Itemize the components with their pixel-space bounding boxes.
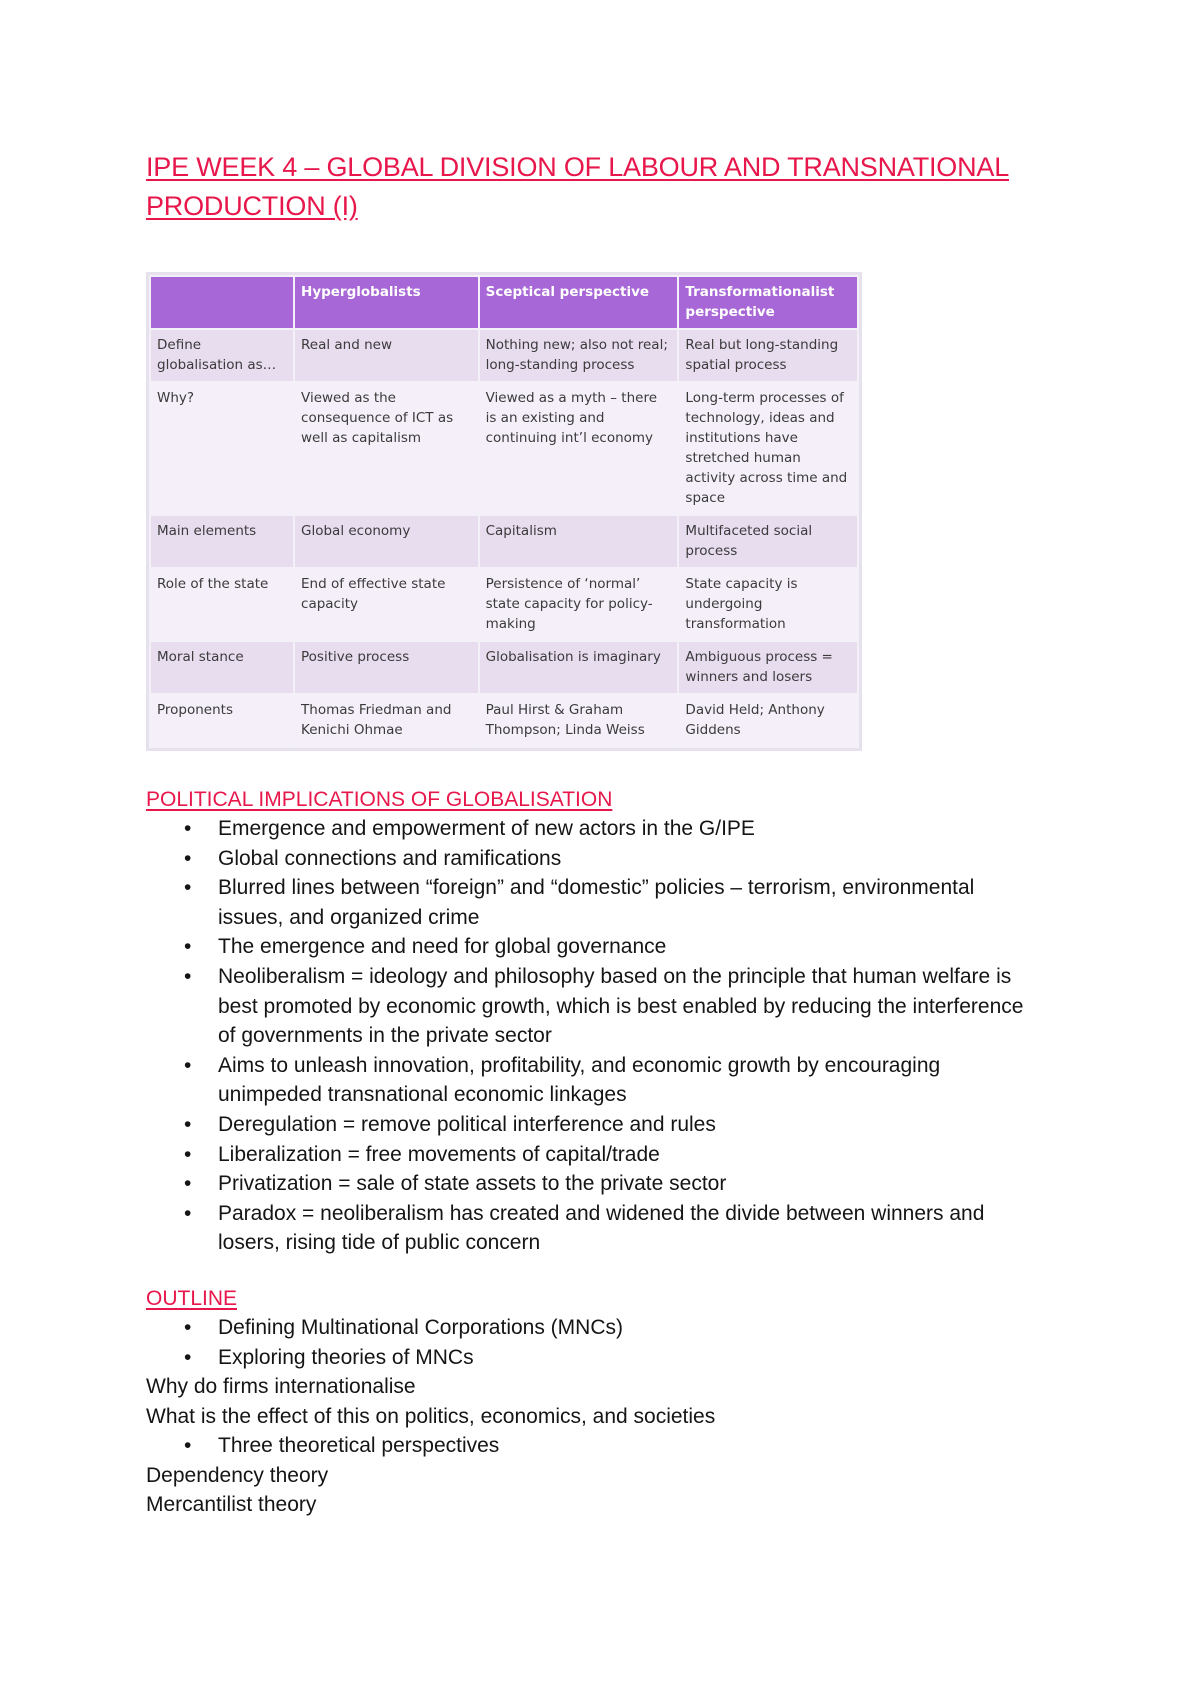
- table-cell: Positive process: [295, 642, 478, 693]
- list-item-text: Paradox = neoliberalism has created and widened the divide between winners and losers, rising tide of public concern: [218, 1201, 985, 1255]
- table-header-row: [151, 277, 857, 328]
- table-header-cell: Transformationalist perspective: [679, 277, 857, 328]
- table-row-label: Proponents: [151, 695, 293, 746]
- list-item: [146, 844, 1033, 874]
- table-cell: Multifaceted social process: [679, 516, 857, 567]
- table-cell: Paul Hirst & Graham Thompson; Linda Weiss: [480, 695, 678, 746]
- bullet-icon: •: [184, 1201, 192, 1225]
- bullet-icon: •: [184, 1172, 192, 1196]
- table-cell: Real but long-standing spatial process: [679, 330, 857, 381]
- globalisation-comparison-table: [146, 272, 862, 751]
- page-title-line-1: IPE WEEK 4 – GLOBAL DIVISION OF LABOUR AND TRANSNATIONAL: [146, 152, 1010, 182]
- table-cell: Viewed as a myth – there is an existing and continuing int’l economy: [480, 383, 678, 514]
- table-row-label: Moral stance: [151, 642, 293, 693]
- table-cell: Capitalism: [480, 516, 678, 567]
- bullet-icon: •: [184, 964, 192, 988]
- table-row-label: Why?: [151, 383, 293, 514]
- list-item: [146, 1051, 1033, 1110]
- list-item-text: The emergence and need for global governance: [218, 935, 667, 959]
- list-item-text: Liberalization = free movements of capital/trade: [218, 1142, 660, 1166]
- list-item: [146, 1199, 1033, 1258]
- table-cell: Globalisation is imaginary: [480, 642, 678, 693]
- document-page: [146, 148, 1066, 1520]
- outline-line: What is the effect of this on politics, economics, and societies: [146, 1404, 716, 1428]
- table-row-label: Define globalisation as…: [151, 330, 293, 381]
- table-row: [151, 383, 857, 514]
- list-item-text: Defining Multinational Corporations (MNCs): [218, 1315, 623, 1339]
- list-item-text: Global connections and ramifications: [218, 846, 562, 870]
- table-row: [151, 516, 857, 567]
- list-item: [146, 1313, 1033, 1343]
- list-item: [146, 814, 1033, 844]
- page-title: [146, 148, 1066, 226]
- table-cell: Viewed as the consequence of ICT as well as capitalism: [295, 383, 478, 514]
- list-item-text: Three theoretical perspectives: [218, 1434, 500, 1458]
- table-cell: State capacity is undergoing transformation: [679, 569, 857, 640]
- bullet-icon: •: [184, 1112, 192, 1136]
- list-item-text: Aims to unleash innovation, profitability, and economic growth by encouraging unimpeded transnational economic linkages: [218, 1053, 941, 1107]
- list-item-text: Privatization = sale of state assets to the private sector: [218, 1172, 727, 1196]
- list-item: [146, 962, 1033, 1051]
- bullet-icon: •: [184, 1142, 192, 1166]
- outline-line: Why do firms internationalise: [146, 1375, 416, 1399]
- table-row: [151, 642, 857, 693]
- list-item-text: Exploring theories of MNCs: [218, 1345, 474, 1369]
- list-item: [146, 1343, 1033, 1373]
- list-item: [146, 873, 1033, 932]
- table-cell: Real and new: [295, 330, 478, 381]
- outline-list-2: [146, 1431, 1066, 1461]
- political-implications-list: [146, 814, 1066, 1258]
- list-item: [146, 932, 1033, 962]
- bullet-icon: •: [184, 1434, 192, 1458]
- table-header-cell: [151, 277, 293, 328]
- bullet-icon: •: [184, 1345, 192, 1369]
- list-item-text: Neoliberalism = ideology and philosophy based on the principle that human welfare is best promoted by economic growth, which is best enabled by reducing the interference of governments in the private sector: [218, 964, 1024, 1048]
- table-cell: Ambiguous process = winners and losers: [679, 642, 857, 693]
- table-row: [151, 330, 857, 381]
- table-cell: David Held; Anthony Giddens: [679, 695, 857, 746]
- outline-list: [146, 1313, 1066, 1372]
- table-row: [151, 569, 857, 640]
- table-cell: Long-term processes of technology, ideas and institutions have stretched human activity across time and space: [679, 383, 857, 514]
- list-item-text: Emergence and empowerment of new actors in the G/IPE: [218, 817, 755, 840]
- list-item: [146, 1140, 1033, 1170]
- list-item: [146, 1169, 1033, 1199]
- bullet-icon: •: [184, 817, 192, 840]
- outline-line: Mercantilist theory: [146, 1493, 317, 1517]
- table-row: [151, 695, 857, 746]
- outline-heading: OUTLINE: [146, 1286, 238, 1310]
- table-cell: Nothing new; also not real; long-standing process: [480, 330, 678, 381]
- table-row-label: Main elements: [151, 516, 293, 567]
- list-item: [146, 1110, 1033, 1140]
- outline-line: Dependency theory: [146, 1463, 329, 1487]
- bullet-icon: •: [184, 935, 192, 959]
- list-item-text: Blurred lines between “foreign” and “domestic” policies – terrorism, environmental issues, and organized crime: [218, 876, 975, 929]
- bullet-icon: •: [184, 1053, 192, 1077]
- political-implications-heading: POLITICAL IMPLICATIONS OF GLOBALISATION: [146, 788, 613, 811]
- bullet-icon: •: [184, 1315, 192, 1339]
- table-header-cell: Hyperglobalists: [295, 277, 478, 328]
- bullet-icon: •: [184, 846, 192, 870]
- page-title-line-2: PRODUCTION (I): [146, 191, 358, 221]
- table-cell: Global economy: [295, 516, 478, 567]
- table-cell: Persistence of ‘normal’ state capacity for policy-making: [480, 569, 678, 640]
- list-item: [146, 1431, 1033, 1461]
- table-row-label: Role of the state: [151, 569, 293, 640]
- table-header-cell: Sceptical perspective: [480, 277, 678, 328]
- list-item-text: Deregulation = remove political interference and rules: [218, 1112, 716, 1136]
- bullet-icon: •: [184, 876, 192, 900]
- table-cell: End of effective state capacity: [295, 569, 478, 640]
- table-cell: Thomas Friedman and Kenichi Ohmae: [295, 695, 478, 746]
